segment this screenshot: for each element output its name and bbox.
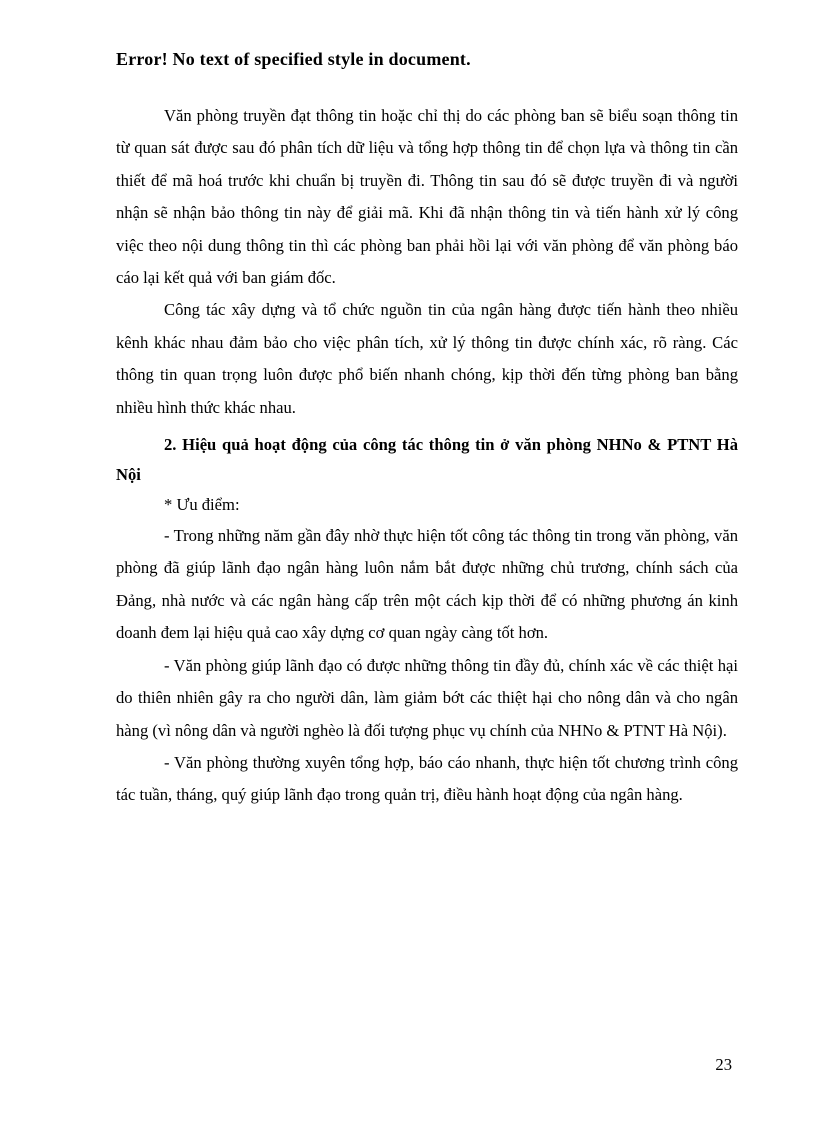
paragraph-office-communication: Văn phòng truyền đạt thông tin hoặc chỉ thị do các phòng ban sẽ biểu soạn thông tin từ quan sát được sau đó phân tích dữ liệu và tổng hợp thông tin để chọn lựa và thông tin cần thiết để mã hoá trước khi chuẩn bị truyền đi. Thông tin sau đó sẽ được truyền đi và người nhận sẽ nhận bảo thông tin này để giải mã. Khi đã nhận thông tin và tiến hành xử lý công việc theo nội dung thông tin thì các phòng ban phải hồi lại với văn phòng để văn phòng báo cáo lại kết quả với ban giám đốc. — [116, 106, 738, 288]
paragraph-information-sources: Công tác xây dựng và tổ chức nguồn tin của ngân hàng được tiến hành theo nhiều kênh khác nhau đảm bảo cho việc phân tích, xử lý thông tin được chính xác, rõ ràng. Các thông tin quan trọng luôn được phổ biến nhanh chóng, kịp thời đến từng phòng ban bằng nhiều hình thức khác nhau. — [116, 300, 738, 417]
list-item-advantage-2: - Văn phòng giúp lãnh đạo có được những thông tin đầy đủ, chính xác về các thiệt hại do thiên nhiên gây ra cho người dân, làm giảm bớt các thiệt hại cho nông dân và cho ngân hàng (vì nông dân và người nghèo là đối tượng phục vụ chính của NHNo & PTNT Hà Nội). — [116, 655, 738, 740]
page-number: 23 — [715, 1055, 732, 1074]
section-subheading: * Ưu điểm: — [164, 495, 240, 515]
section-heading: 2. Hiệu quả hoạt động của công tác thông tin ở văn phòng NHNo & PTNT Hà Nội — [116, 435, 738, 485]
list-item-advantage-3: - Văn phòng thường xuyên tổng hợp, báo cáo nhanh, thực hiện tốt chương trình công tác tuần, tháng, quý giúp lãnh đạo trong quản trị, điều hành hoạt động của ngân hàng. — [116, 752, 738, 805]
header-error-text: Error! No text of specified style in document. — [116, 49, 471, 69]
list-item-advantage-1: - Trong những năm gần đây nhờ thực hiện tốt công tác thông tin trong văn phòng, văn phòng đã giúp lãnh đạo ngân hàng luôn nắm bắt được những chủ trương, chính sách của Đảng, nhà nước và các ngân hàng cấp trên một cách kịp thời để có những phương án kinh doanh đem lại hiệu quả cao xây dựng cơ quan ngày càng tốt hơn. — [116, 526, 738, 643]
document-page — [116, 0, 740, 1123]
body-text — [116, 100, 738, 812]
